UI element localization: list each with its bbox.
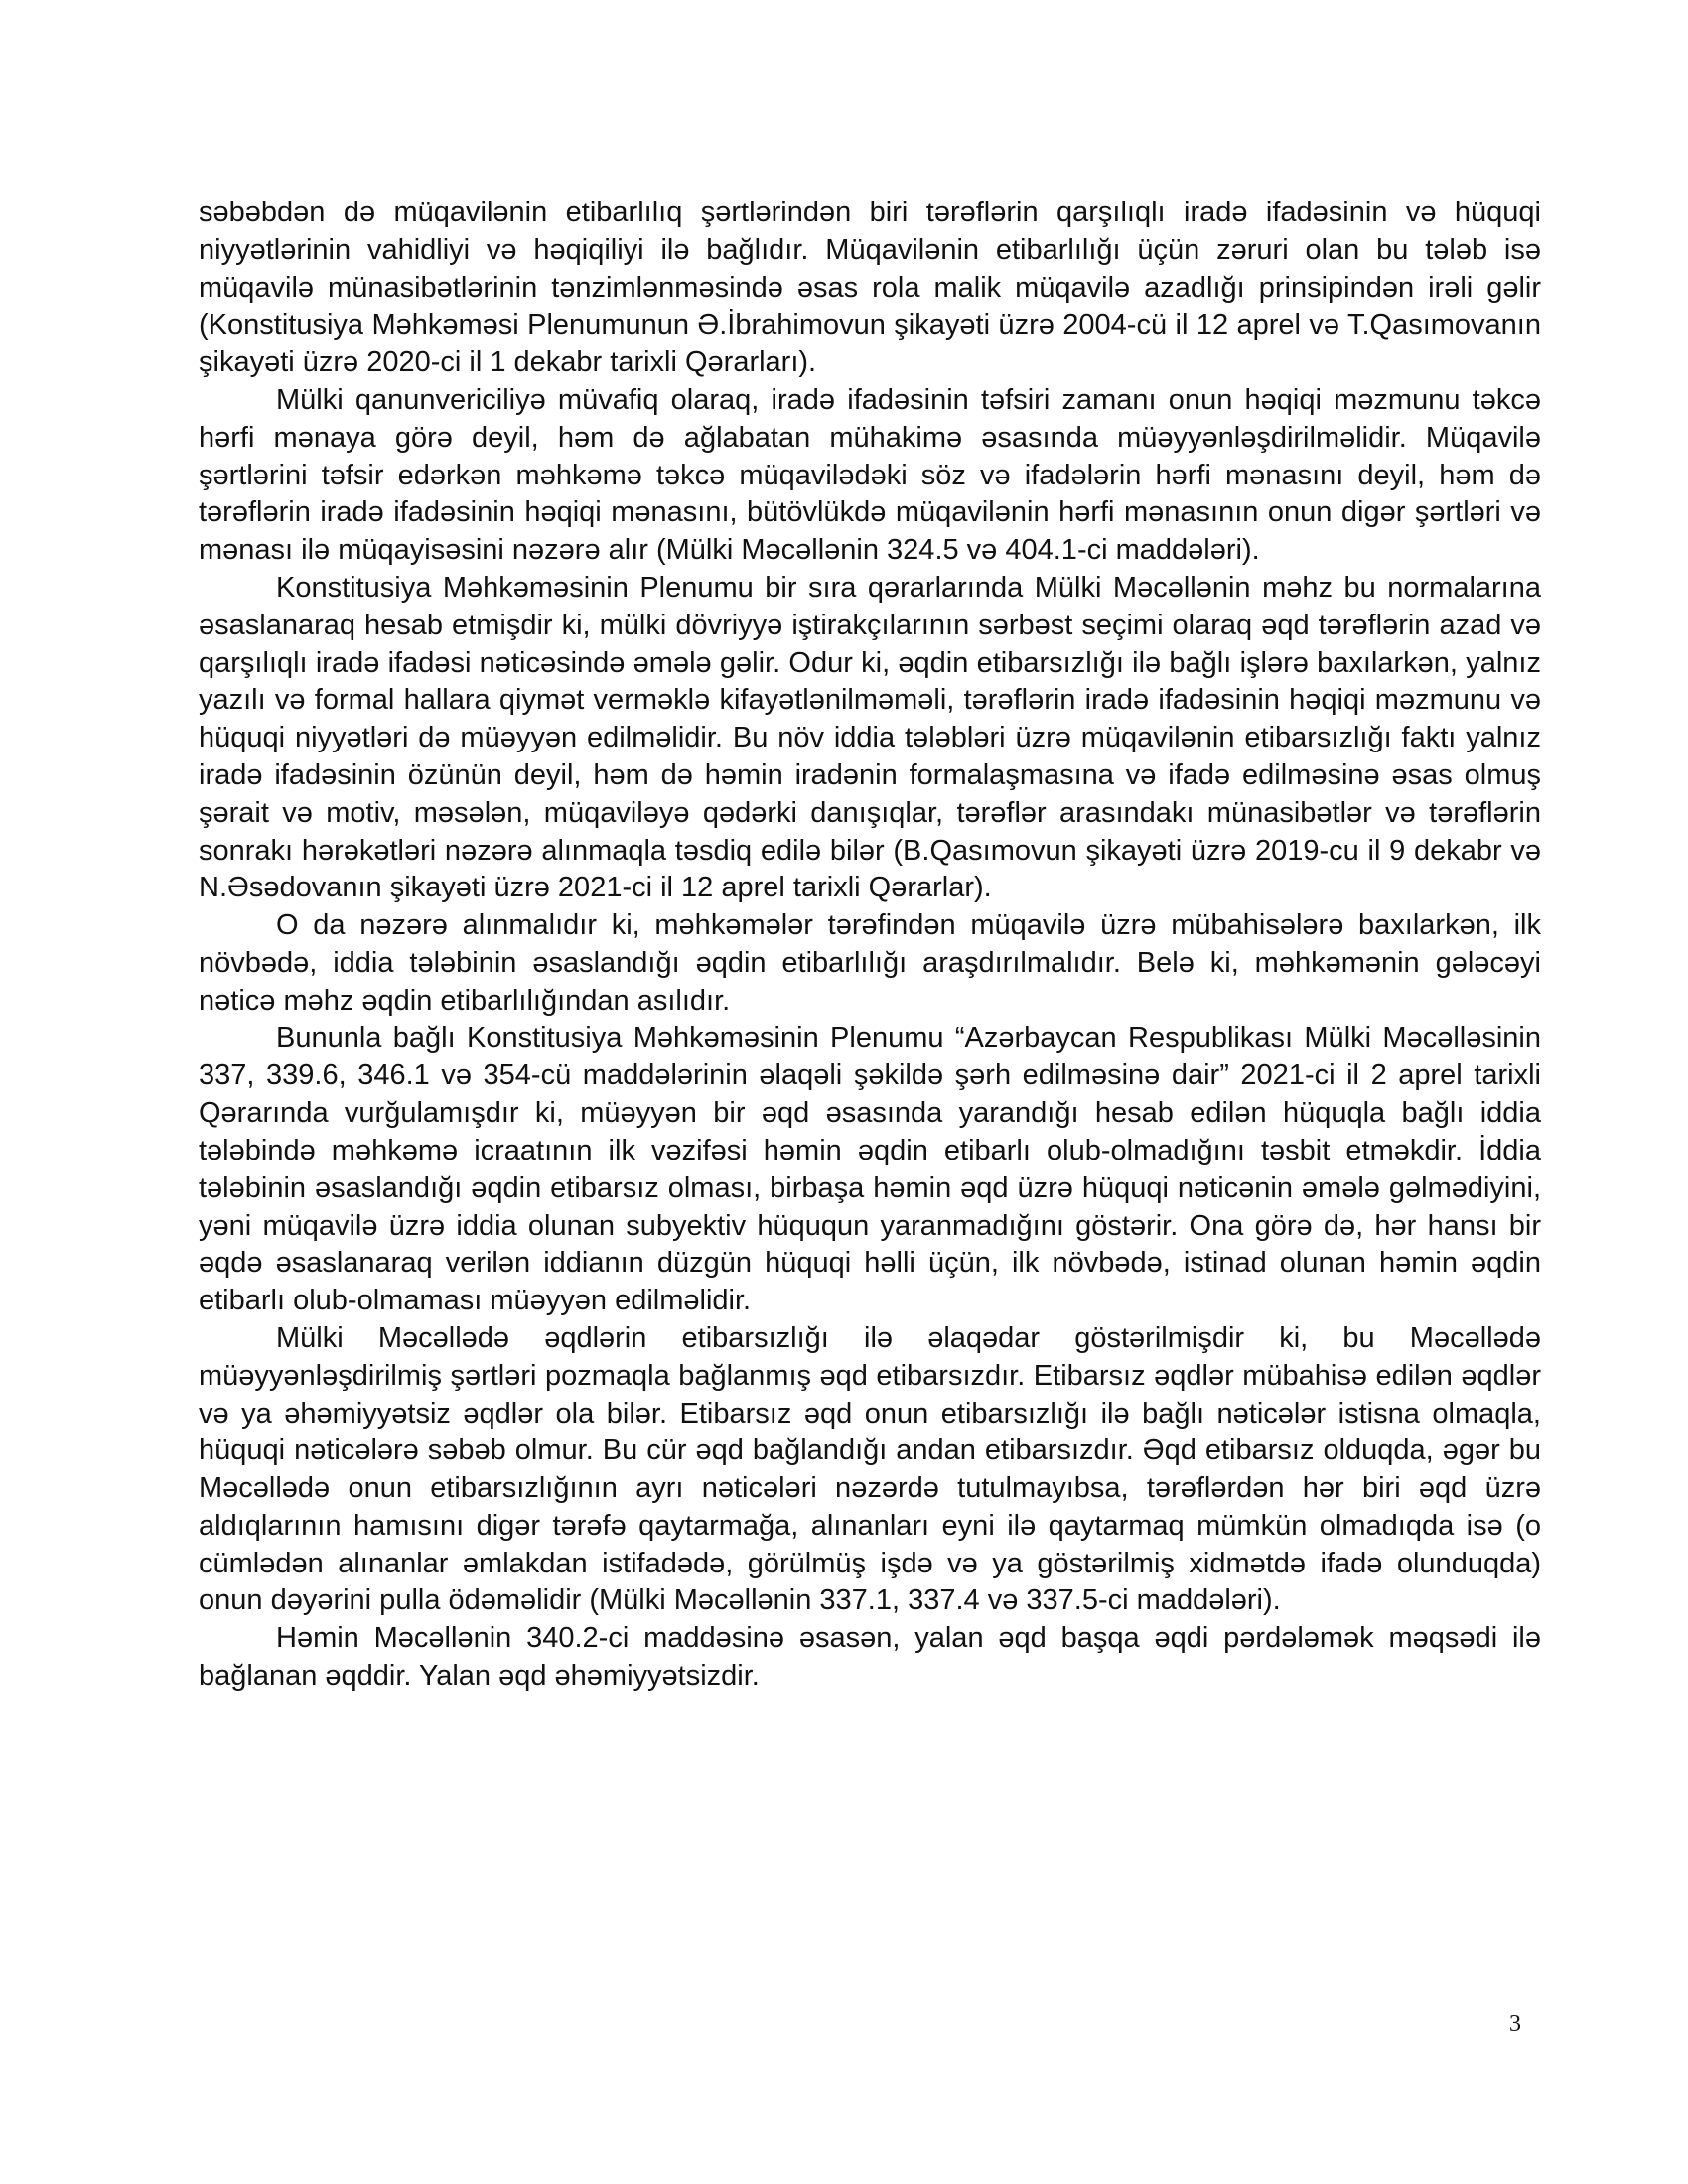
paragraph-3: Konstitusiya Məhkəməsinin Plenumu bir sıra qərarlarında Mülki Məcəllənin məhz bu normalarına əsaslanaraq hesab etmişdir ki, mülki dövriyyə iştirakçılarının sərbəst seçimi olaraq əqd tərəflərin azad və qarşılıqlı iradə ifadəsi nəticəsində əmələ gəlir. Odur ki, əqdin etibarsızlığı ilə bağlı işlərə baxılarkən, yalnız yazılı və formal hallara qiymət verməklə kifayətlənilməməli, tərəflərin iradə ifadəsinin həqiqi məzmunu və hüquqi niyyətləri də müəyyən edilməlidir. Bu növ iddia tələbləri üzrə müqavilənin etibarsızlığı faktı yalnız iradə ifadəsinin özünün deyil, həm də həmin iradənin formalaşmasına və ifadə edilməsinə əsas olmuş şərait və motiv, məsələn, müqaviləyə qədərki danışıqlar, tərəflər arasındakı münasibətlər və tərəflərin sonrakı hərəkətləri nəzərə alınmaqla təsdiq edilə bilər (B.Qasımovun şikayəti üzrə 2019-cu il 9 dekabr və N.Əsədovanın şikayəti üzrə 2021-ci il 12 aprel tarixli Qərarlar). xyxy=(199,571,1541,904)
page-number: 3 xyxy=(1509,2011,1521,2037)
paragraph-7: Həmin Məcəllənin 340.2-ci maddəsinə əsasən, yalan əqd başqa əqdi pərdələmək məqsədi ilə bağlanan əqddir. Yalan əqd əhəmiyyətsizdir. xyxy=(199,1622,1541,1693)
paragraph-2: Mülki qanunvericiliyə müvafiq olaraq, iradə ifadəsinin təfsiri zamanı onun həqiqi məzmunu təkcə hərfi mənaya görə deyil, həm də ağlabatan mühakimə əsasında müəyyənləşdirilməlidir. Müqavilə şərtlərini təfsir edərkən məhkəmə təkcə müqavilədəki söz və ifadələrin hərfi mənasını deyil, həm də tərəflərin iradə ifadəsinin həqiqi mənasını, bütövlükdə müqavilənin hərfi mənasının onun digər şərtləri və mənası ilə müqayisəsini nəzərə alır (Mülki Məcəllənin 324.5 və 404.1-ci maddələri). xyxy=(199,383,1541,567)
document-body xyxy=(199,195,1541,1696)
paragraph-5: Bununla bağlı Konstitusiya Məhkəməsinin Plenumu “Azərbaycan Respublikası Mülki Məcəlləsinin 337, 339.6, 346.1 və 354-cü maddələrinin əlaqəli şəkildə şərh edilməsinə dair” 2021-ci il 2 aprel tarixli Qərarında vurğulamışdır ki, müəyyən bir əqd əsasında yarandığı hesab edilən hüquqla bağlı iddia tələbində məhkəmə icraatının ilk vəzifəsi həmin əqdin etibarlı olub-olmadığını təsbit etməkdir. İddia tələbinin əsaslandığı əqdin etibarsız olması, birbaşa həmin əqd üzrə hüquqi nəticənin əmələ gəlmədiyini, yəni müqavilə üzrə iddia olunan subyektiv hüququn yaranmadığını göstərir. Ona görə də, hər hansı bir əqdə əsaslanaraq verilən iddianın düzgün hüquqi həlli üçün, ilk növbədə, istinad olunan həmin əqdin etibarlı olub-olmaması müəyyən edilməlidir. xyxy=(199,1022,1541,1317)
paragraph-6: Mülki Məcəllədə əqdlərin etibarsızlığı ilə əlaqədar göstərilmişdir ki, bu Məcəllədə müəyyənləşdirilmiş şərtləri pozmaqla bağlanmış əqd etibarsızdır. Etibarsız əqdlər mübahisə edilən əqdlər və ya əhəmiyyətsiz əqdlər ola bilər. Etibarsız əqd onun etibarsızlığı ilə bağlı nəticələr istisna olmaqla, hüquqi nəticələrə səbəb olmur. Bu cür əqd bağlandığı andan etibarsızdır. Əqd etibarsız olduqda, əgər bu Məcəllədə onun etibarsızlığının ayrı nəticələri nəzərdə tutulmayıbsa, tərəflərdən hər biri əqd üzrə aldıqlarının hamısını digər tərəfə qaytarmağa, alınanları eyni ilə qaytarmaq mümkün olmadıqda isə (o cümlədən alınanlar əmlakdan istifadədə, görülmüş işdə və ya göstərilmiş xidmətdə ifadə olunduqda) onun dəyərini pulla ödəməlidir (Mülki Məcəllənin 337.1, 337.4 və 337.5-ci maddələri). xyxy=(199,1321,1541,1617)
paragraph-4: O da nəzərə alınmalıdır ki, məhkəmələr tərəfindən müqavilə üzrə mübahisələrə baxılarkən, ilk növbədə, iddia tələbinin əsaslandığı əqdin etibarlılığı araşdırılmalıdır. Belə ki, məhkəmənin gələcəyi nəticə məhz əqdin etibarlılığından asılıdır. xyxy=(199,909,1541,1017)
paragraph-1: səbəbdən də müqavilənin etibarlılıq şərtlərindən biri tərəflərin qarşılıqlı iradə ifadəsinin və hüquqi niyyətlərinin vahidliyi və həqiqiliyi ilə bağlıdır. Müqavilənin etibarlılığı üçün zəruri olan bu tələb isə müqavilə münasibətlərinin tənzimlənməsində əsas rola malik müqavilə azadlığı prinsipindən irəli gəlir (Konstitusiya Məhkəməsi Plenumunun Ə.İbrahimovun şikayəti üzrə 2004-cü il 12 aprel və T.Qasımovanın şikayəti üzrə 2020-ci il 1 dekabr tarixli Qərarları). xyxy=(199,197,1541,379)
